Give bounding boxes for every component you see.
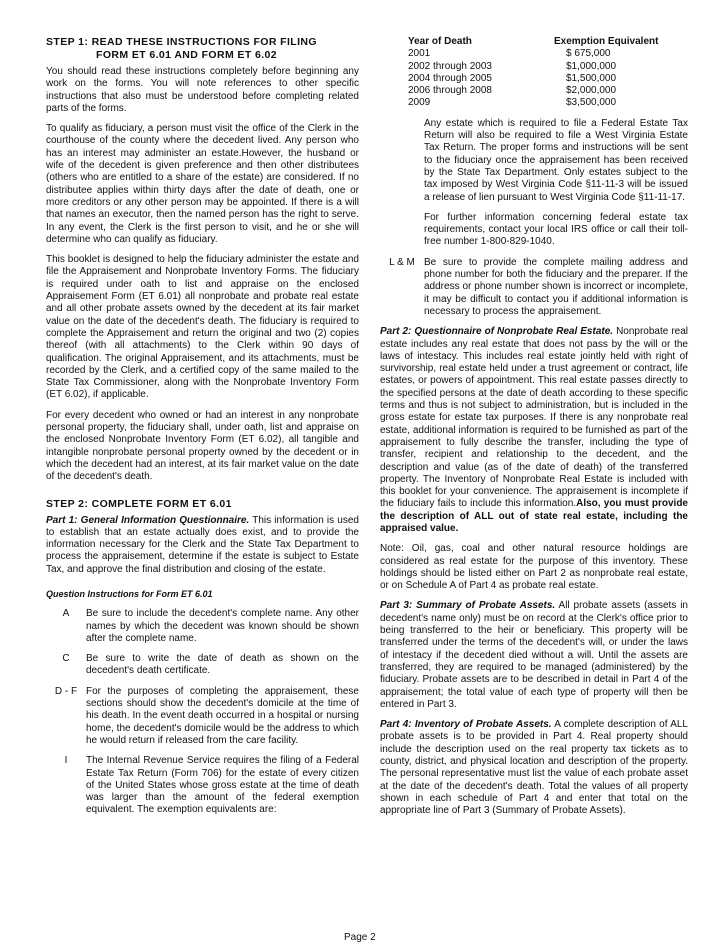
- exemption-row: [408, 85, 658, 97]
- exemption-amount: $ 675,000: [566, 48, 611, 60]
- part4-text: A complete description of ALL probate assets is to be provided in Part 4. Real property should include the description used on the real property tax tickets as to county, district, and physical location and description of the property. The personal representative must list the value of each probate asset at the date of the decedent's death. Total the values of all property shown in each schedule of Part 4 and enter that total on the appropriate line of Part 3 (Summary of Probate Assets).: [380, 719, 688, 817]
- step2-heading: STEP 2: COMPLETE FORM ET 6.01: [46, 497, 232, 510]
- fiduciary-qualify-paragraph: To qualify as fiduciary, a person must visit the office of the Clerk in the courthouse of the county where the decedent lived. Any person who has an interest may administer an estate.However, the husband or wife of the decedent is given preference and then other distributees (others who are entitled to a share of the estate) are considered. If no distributee applies within thirty days after the date of death, one or more creditors or any other person may be appointed. If there is a will that names an executor, then the named person has the right to serve. In any event, the Clerk is the first person to visit, and he or she will determine who can qualify as fiduciary.: [46, 123, 359, 245]
- exemption-year: 2004 through 2005: [408, 72, 492, 84]
- question-text: For the purposes of completing the appraisement, these sections should show the decedent's domicile at the time of his death. In the event death occurred in a hospital or nursing home, the decedent's domicile would be the address to which he would return if released from the care facility.: [86, 685, 359, 746]
- exemption-row: [408, 97, 658, 109]
- question-key: A: [62, 608, 70, 620]
- part3-heading: Part 3: Summary of Probate Assets.: [380, 600, 556, 612]
- booklet-paragraph: This booklet is designed to help the fiduciary administer the estate and file the Appraisement and Nonprobate Inventory Forms. The fiduciary is required under oath to list and appraise on the enclosed Appraisement Form (ET 6.01) all nonprobate and probate real estate and all other probate assets owned by the decedent at its fair market value on the date of the decedent's death. The fiduciary is required to complete the Appraisement and return the original and two (2) copies thereof (with all attachments) to the Clerk within 90 days of qualification. The original Appraisement, and its attachments, must be recorded by the Clerk, and a certified copy of the same mailed to the State Tax Commissioner, along with the Nonprobate Inventory Form (ET 6.02), if applicable.: [46, 254, 359, 401]
- exemption-header-year: Year of Death: [408, 36, 472, 47]
- step1-line1: STEP 1: READ THESE INSTRUCTIONS FOR FILING: [46, 36, 317, 48]
- exemption-table: [408, 36, 658, 110]
- question-header: Question Instructions for Form ET 6.01: [46, 588, 213, 599]
- question-row: [46, 608, 359, 645]
- intro-paragraph: You should read these instructions completely before beginning any work on the forms. You will note references to other specific instructions that also must be understood before completing related parts of the forms.: [46, 66, 359, 114]
- lm-row: [380, 257, 688, 318]
- part4-paragraph: [380, 719, 688, 817]
- exemption-row: [408, 48, 658, 60]
- question-key: D - F: [54, 685, 78, 697]
- exemption-year: 2002 through 2003: [408, 60, 492, 72]
- right-column: [380, 36, 688, 826]
- note-paragraph: Note: Oil, gas, coal and other natural resource holdings are considered as real estate for the purpose of this inventory. These holdings should be listed either on Part 2 as nonprobate real estate, or on Schedule A of Part 4 as probate real estate.: [380, 543, 688, 592]
- part2-heading: Part 2: Questionnaire of Nonprobate Real Estate.: [380, 326, 614, 338]
- part4-heading: Part 4: Inventory of Probate Assets.: [380, 719, 552, 731]
- question-row: [46, 686, 359, 747]
- page-number: Page 2: [344, 932, 376, 943]
- part1-paragraph: [46, 515, 359, 576]
- step1-heading: [46, 36, 359, 62]
- lm-key: L & M: [389, 256, 415, 268]
- part1-text: This information is used to establish that an estate actually does exist, and to provide the information necessary for the Clerk and the State Tax Department to process the appraisement, determine if the estate is subject to Estate Tax, and approve the final distribution and closing of the estate.: [46, 514, 359, 575]
- lm-text: Be sure to provide the complete mailing address and phone number for both the fiduciary and the preparer. If the address or phone number shown is incorrect or incomplete, it may be difficult to contact you if additional information is necessary to process the appraisement.: [424, 256, 688, 317]
- question-row: [46, 755, 359, 816]
- question-text: Be sure to include the decedent's complete name. Any other names by which the decedent was known should be shown after the complete name.: [86, 608, 359, 644]
- exemption-amount: $3,500,000: [566, 97, 617, 109]
- part2-paragraph: [380, 326, 688, 535]
- part1-heading: Part 1: General Information Questionnaire.: [46, 514, 250, 526]
- question-row: [46, 653, 359, 678]
- part2-bold-text: Also, you must provide the description of ALL out of state real estate, including the appraised value.: [380, 498, 688, 534]
- exemption-year: 2001: [408, 48, 431, 60]
- question-text: Be sure to write the date of death as shown on the decedent's death certificate.: [86, 653, 359, 677]
- exemption-header-row: [408, 36, 658, 48]
- left-column: [46, 36, 359, 825]
- question-text: The Internal Revenue Service requires the filing of a Federal Estate Tax Return (Form 706) for the estate of every citizen of the United States whose gross estate at the time of death was larger than the amount of the federal exemption equivalent. The exemption equivalents are:: [86, 755, 359, 816]
- step1-line2: FORM ET 6.01 AND FORM ET 6.02: [96, 49, 277, 61]
- exemption-row: [408, 73, 658, 85]
- irs-info-paragraph: For further information concerning federal estate tax requirements, contact your local IRS office or call their toll-free number 1-800-829-1040.: [424, 211, 688, 248]
- exemption-row: [408, 61, 658, 73]
- exemption-year: 2009: [408, 97, 431, 109]
- nonprobate-personal-paragraph: For every decedent who owned or had an interest in any nonprobate personal property, the fiduciary shall, under oath, list and appraise on the enclosed Nonprobate Inventory Form (ET 6.02), all tangible and intangible nonprobate personal property owned by the decedent or in which the decedent had an interest, at its fair market value on the date of the decedent's death.: [46, 409, 359, 483]
- exemption-amount: $2,000,000: [566, 85, 617, 97]
- exemption-header-amount: Exemption Equivalent: [554, 36, 659, 47]
- question-key: I: [64, 755, 68, 767]
- question-key: C: [62, 653, 70, 665]
- part3-paragraph: [380, 600, 688, 711]
- exemption-amount: $1,500,000: [566, 72, 617, 84]
- exemption-amount: $1,000,000: [566, 60, 617, 72]
- part2-text: Nonprobate real estate includes any real estate that does not pass by the will or the laws of intestacy. This includes real estate jointly held with right of survivorship, real estate held under a trust agreement or contract, life estates, or powers of appointment. This real estate passes directly to the specified persons at the date of death according to these specific terms and thus is not subject to administration, but is included in the gross estate for estate tax purposes. If there is any nonprobate real estate, additional information is required to be furnished as part of the appraisement to fully describe the transfer, including the type of transfer, recipient and relationship to the decedent, and the description and value (as of the date of death) of the transferred property. The Inventory of Nonprobate Real Estate is included with this booklet for your convenience. The appraisement is incomplete if the fiduciary fails to include this information.: [380, 326, 688, 510]
- exemption-year: 2006 through 2008: [408, 85, 492, 97]
- part3-text: All probate assets (assets in decedent's name only) must be on record at the Clerk's office prior to being transferred to the heir or beneficiary. This property will be transferred under the terms of the decedent's will, or under the laws of intestacy if the decedent died without a will. Until the assets are transferred, they are required to be managed (administered) by the fiduciary. Probate assets are to be described in detail in Part 4 of the appraisement; the total value of each type of property will then be entered in Part 3.: [380, 600, 688, 710]
- estate-tax-paragraph: Any estate which is required to file a Federal Estate Tax Return will also be required to file a West Virginia Estate Tax Return. The proper forms and instructions will be sent to the fiduciary once the appraisement has been received by the State Tax Department. Only estates subject to the tax imposed by West Virginia Code §11-11-3 will be issued a release of lien pursuant to West Virginia Code §11-11-17.: [424, 117, 688, 203]
